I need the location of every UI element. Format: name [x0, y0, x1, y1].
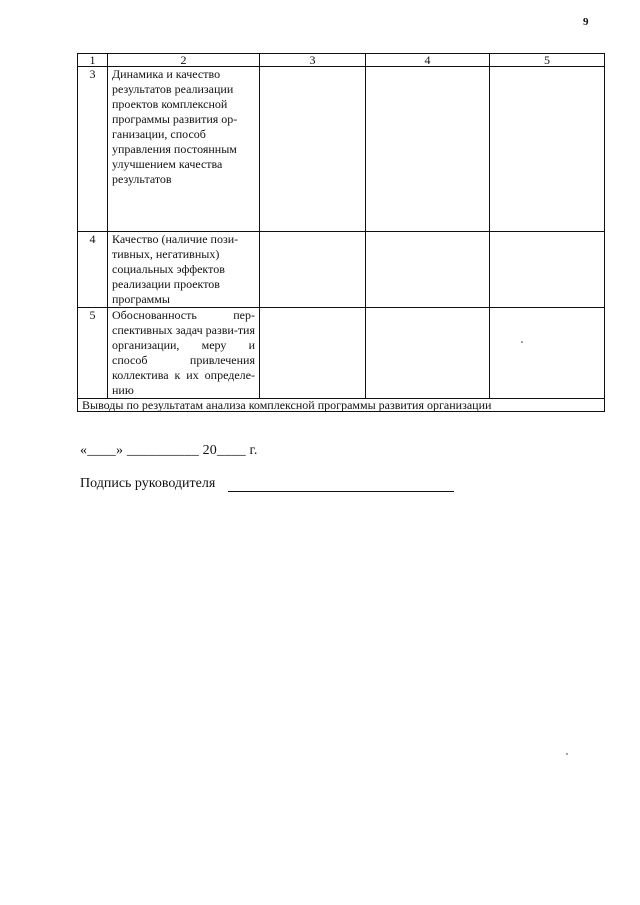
page-number: 9	[583, 16, 589, 28]
table-row	[78, 308, 605, 399]
criterion-cell: Обоснованность пер-спективных задач разви-тия организации, меру и способ привлечения коллектива к их определе-нию	[108, 308, 260, 399]
date-text: «____» __________ 20____ г.	[80, 443, 258, 458]
column-header: 1	[78, 54, 108, 67]
score-cell	[260, 232, 366, 308]
evaluation-table	[77, 53, 605, 412]
scan-speck	[566, 753, 568, 755]
date-line	[80, 443, 258, 459]
column-header: 4	[366, 54, 490, 67]
score-cell	[260, 67, 366, 232]
score-cell	[490, 232, 605, 308]
row-number: 5	[78, 308, 108, 399]
table-row	[78, 67, 605, 232]
column-header: 2	[108, 54, 260, 67]
score-cell	[490, 67, 605, 232]
criterion-cell: Качество (наличие пози-тивных, негативных) социальных эффектов реализации проектов программы	[108, 232, 260, 308]
score-cell	[366, 308, 490, 399]
criterion-cell: Динамика и качество результатов реализации проектов комплексной программы развития ор-ганизации, способ управления постоянным улучшением качества результатов	[108, 67, 260, 232]
conclusion-row	[78, 399, 605, 412]
conclusion-cell: Выводы по результатам анализа комплексной программы развития организации	[78, 399, 605, 412]
signature-label: Подпись руководителя	[80, 476, 216, 491]
table-header-row	[78, 54, 605, 67]
scan-speck	[521, 341, 523, 343]
row-number: 3	[78, 67, 108, 232]
table-row	[78, 232, 605, 308]
score-cell	[366, 232, 490, 308]
signature-line	[228, 477, 454, 492]
row-number: 4	[78, 232, 108, 308]
column-header: 3	[260, 54, 366, 67]
score-cell	[260, 308, 366, 399]
column-header: 5	[490, 54, 605, 67]
score-cell	[490, 308, 605, 399]
signature-block	[80, 476, 454, 492]
score-cell	[366, 67, 490, 232]
